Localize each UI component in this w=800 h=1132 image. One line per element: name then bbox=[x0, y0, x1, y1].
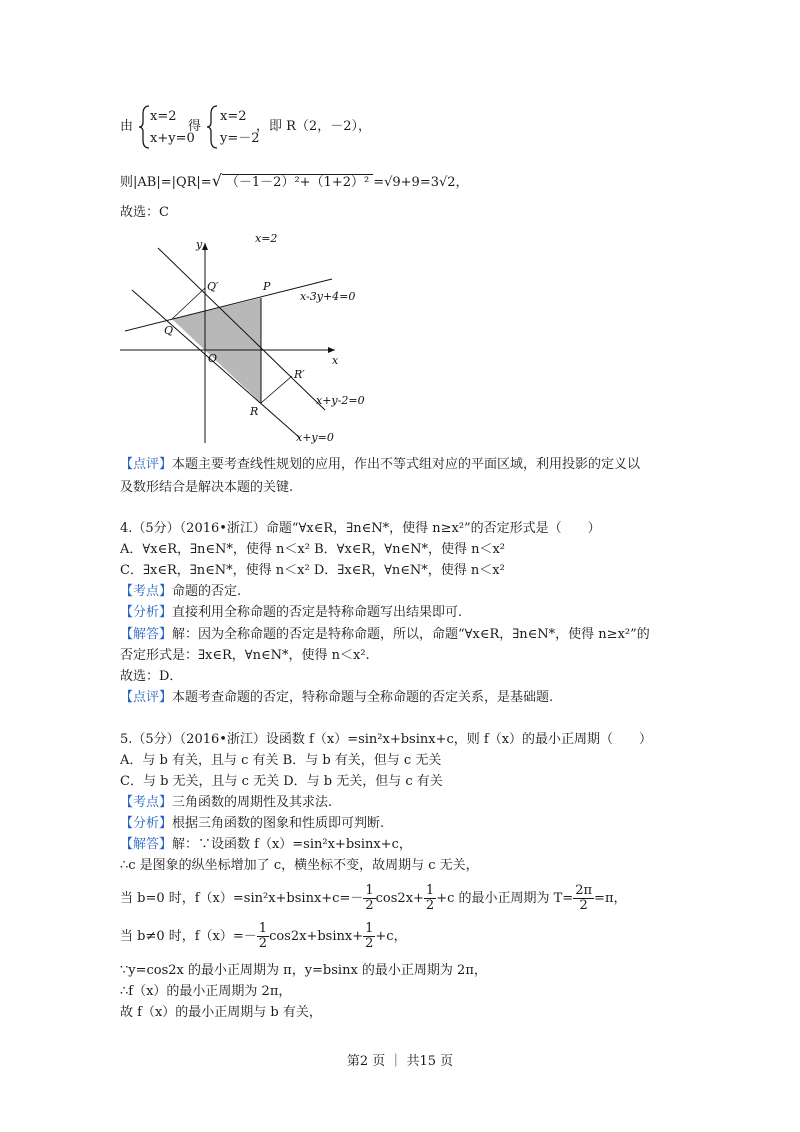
q4-options-ab: A．∀x∈R，∃n∈N*，使得 n＜x² B．∀x∈R，∀n∈N*，使得 n＜x² bbox=[120, 542, 505, 557]
formula-text: =π， bbox=[594, 891, 627, 906]
q5-jieda-line-6: ∴f（x）的最小正周期为 2π， bbox=[120, 984, 292, 999]
x-axis-arrow-icon bbox=[328, 347, 335, 353]
label-O: O bbox=[208, 352, 218, 365]
q4-fenxi bbox=[120, 604, 462, 622]
solution-line-1 bbox=[120, 118, 133, 136]
q5-stem: 5.（5分）（2016•浙江）设函数 f（x）=sin²x+bsinx+c，则 f（x）的最小正周期（ ） bbox=[120, 732, 653, 747]
dianping-text: 本题考查命题的否定，特称命题与全称命题的否定关系，是基础题. bbox=[172, 690, 554, 705]
formula-text: cos2x+bsinx+ bbox=[269, 929, 364, 944]
comment-text: 本题主要考查线性规划的应用，作出不等式组对应的平面区域，利用投影的定义以 bbox=[172, 457, 641, 472]
q4-dianping bbox=[120, 689, 553, 707]
fraction-numerator: 2π bbox=[575, 883, 593, 898]
fraction-half bbox=[424, 884, 436, 913]
fraction-denominator: 2 bbox=[579, 898, 588, 913]
formula-text: 当 b≠0 时，f（x）=－ bbox=[120, 929, 257, 944]
fraction-period bbox=[573, 884, 594, 913]
fraction-half bbox=[257, 922, 269, 951]
q3-comment-line-1 bbox=[120, 456, 640, 474]
q5-options-cd: C．与 b 无关，且与 c 无关 D．与 b 无关，但与 c 有关 bbox=[120, 774, 443, 789]
kaodian-tag: 【考点】 bbox=[120, 584, 173, 599]
label-R: R bbox=[250, 405, 259, 418]
q4-jieda-line-2: 否定形式是：∃x∈R，∀n∈N*，使得 n＜x². bbox=[120, 648, 370, 663]
q5-jieda-line-3 bbox=[120, 884, 626, 914]
label-Q-prime: Q′ bbox=[207, 280, 219, 293]
radical-content: （－1－2）²+（1+2）² bbox=[222, 174, 373, 190]
fraction-denominator: 2 bbox=[425, 898, 435, 913]
page-footer: 第2 页 ｜ 共15 页 bbox=[346, 1054, 454, 1069]
fenxi-tag: 【分析】 bbox=[120, 605, 173, 620]
formula-text: 当 b=0 时，f（x）=sin²x+bsinx+c=－ bbox=[120, 891, 364, 906]
fraction-denominator: 2 bbox=[365, 898, 374, 913]
fraction-numerator: 1 bbox=[365, 883, 374, 898]
q5-jieda-line-4 bbox=[120, 922, 407, 952]
formula-text: cos2x+ bbox=[375, 891, 424, 906]
dianping-tag: 【点评】 bbox=[120, 690, 173, 705]
q5-options-ab: A．与 b 有关，且与 c 有关 B．与 b 有关，但与 c 无关 bbox=[120, 753, 442, 768]
system2-row2: y=－2 bbox=[220, 131, 260, 146]
solution-text-R: ，即 R（2，－2）， bbox=[256, 119, 371, 134]
q4-options-cd: C．∃x∈R，∃n∈N*，使得 n＜x² D．∃x∈R，∀n∈N*，使得 n＜x² bbox=[120, 563, 505, 578]
label-R-prime: R′ bbox=[294, 368, 305, 381]
q4-kaodian bbox=[120, 583, 241, 601]
jieda-tag: 【解答】 bbox=[120, 627, 173, 642]
fraction-half bbox=[363, 922, 375, 951]
kaodian-text: 三角函数的周期性及其求法. bbox=[172, 795, 333, 810]
q4-jieda-line-1 bbox=[120, 626, 650, 644]
left-brace-icon bbox=[205, 104, 219, 150]
label-P: P bbox=[263, 280, 271, 293]
linear-programming-diagram bbox=[120, 228, 380, 448]
system1-row2: x+y=0 bbox=[150, 131, 195, 146]
q5-jieda-line-5: ∵y=cos2x 的最小正周期为 π，y=bsinx 的最小正周期为 2π， bbox=[120, 963, 487, 978]
jieda-text: 解：因为全称命题的否定是特称命题，所以，命题“∀x∈R，∃n∈N*，使得 n≥x²”的 bbox=[172, 627, 650, 642]
solution-text: 由 bbox=[120, 119, 134, 134]
q5-jieda-line-7: 故 f（x）的最小正周期与 b 有关， bbox=[120, 1005, 322, 1020]
jieda-tag: 【解答】 bbox=[120, 837, 173, 852]
label-x2: x=2 bbox=[255, 232, 278, 245]
q5-jieda-line-2: ∴c 是图象的纵坐标增加了 c，横坐标不变，故周期与 c 无关， bbox=[120, 858, 479, 873]
kaodian-text: 命题的否定. bbox=[172, 584, 242, 599]
formula-text: +c 的最小正周期为 T= bbox=[436, 891, 574, 906]
kaodian-tag: 【考点】 bbox=[120, 795, 173, 810]
fraction-numerator: 1 bbox=[258, 921, 268, 936]
solution-answer: 故选：C bbox=[120, 205, 169, 220]
label-Q: Q bbox=[164, 324, 174, 337]
distance-label: 则|AB|=|QR|= bbox=[120, 175, 212, 190]
solution-text-de: 得 bbox=[188, 119, 202, 134]
fraction-half bbox=[363, 884, 375, 913]
solution-line-2 bbox=[120, 172, 469, 192]
q4-stem: 4.（5分）（2016•浙江）命题“∀x∈R，∃n∈N*，使得 n≥x²”的否定形式是（ ） bbox=[120, 521, 601, 536]
q5-fenxi bbox=[120, 815, 384, 833]
comment-tag: 【点评】 bbox=[120, 457, 173, 472]
fraction-denominator: 2 bbox=[258, 936, 268, 951]
projection-RRp bbox=[261, 376, 292, 403]
system1-row1: x=2 bbox=[150, 109, 177, 124]
left-brace-icon bbox=[137, 104, 151, 150]
label-line2: x+y-2=0 bbox=[316, 394, 365, 407]
q4-answer: 故选：D． bbox=[120, 669, 183, 684]
distance-result: =√9+9=3√2， bbox=[373, 175, 469, 190]
label-x: x bbox=[332, 354, 339, 367]
system2-row1: x=2 bbox=[220, 109, 247, 124]
fenxi-text: 直接利用全称命题的否定是特称命题写出结果即可. bbox=[172, 605, 463, 620]
label-line3: x+y=0 bbox=[296, 431, 334, 444]
label-line1: x-3y+4=0 bbox=[300, 290, 356, 303]
fraction-denominator: 2 bbox=[365, 936, 374, 951]
radical-icon: √ bbox=[211, 171, 222, 190]
fenxi-tag: 【分析】 bbox=[120, 816, 173, 831]
y-axis-arrow-icon bbox=[202, 243, 208, 250]
q5-jieda-line-1 bbox=[120, 836, 412, 854]
fenxi-text: 根据三角函数的图象和性质即可判断. bbox=[172, 816, 385, 831]
formula-text: +c， bbox=[375, 929, 407, 944]
q5-kaodian bbox=[120, 794, 332, 812]
fraction-numerator: 1 bbox=[365, 921, 374, 936]
fraction-numerator: 1 bbox=[425, 883, 435, 898]
label-y: y bbox=[196, 238, 203, 251]
q3-comment-line-2: 及数形结合是解决本题的关键. bbox=[120, 480, 294, 495]
jieda-text: 解：∵设函数 f（x）=sin²x+bsinx+c， bbox=[172, 837, 412, 852]
